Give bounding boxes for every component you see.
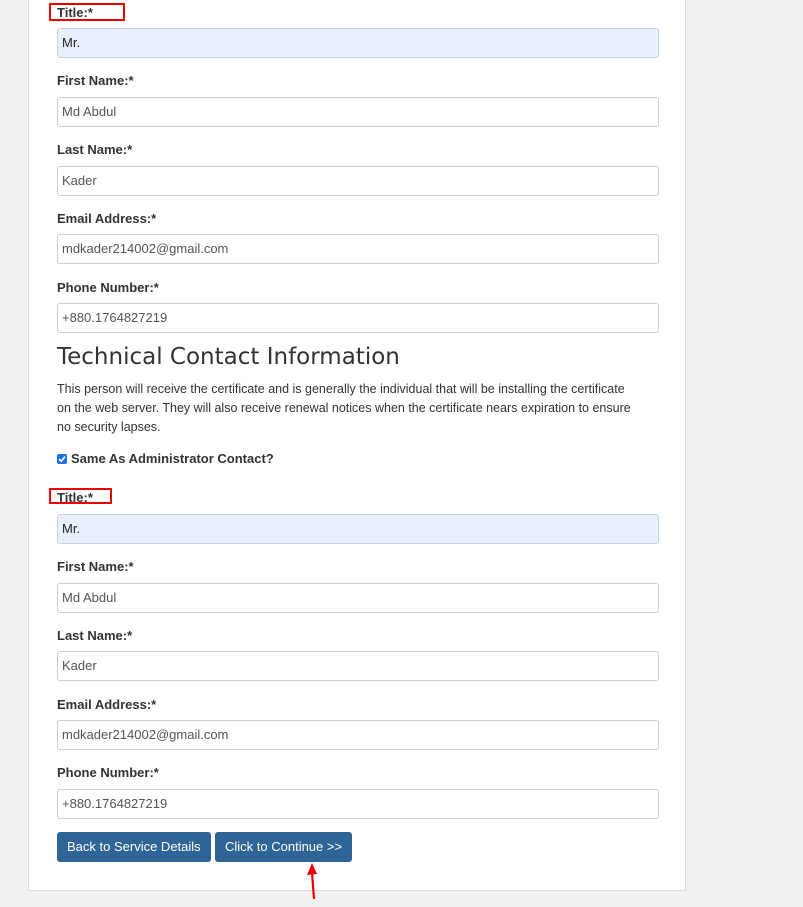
tech-phone-label: Phone Number:* [57, 765, 159, 780]
tech-last-name-label: Last Name:* [57, 628, 133, 643]
tech-email-label: Email Address:* [57, 697, 157, 712]
technical-contact-heading: Technical Contact Information [57, 344, 400, 370]
annotation-highlight-box [49, 3, 125, 21]
check-icon [58, 455, 66, 463]
admin-email-input[interactable]: mdkader214002@gmail.com [57, 234, 659, 264]
tech-first-name-label: First Name:* [57, 559, 134, 574]
admin-title-label: Title:* [57, 5, 93, 20]
admin-first-name-input[interactable]: Md Abdul [57, 97, 659, 127]
tech-title-select[interactable]: Mr. [57, 514, 659, 544]
admin-phone-input[interactable]: +880.1764827219 [57, 303, 659, 333]
form-panel [28, 0, 686, 891]
admin-first-name-label: First Name:* [57, 73, 134, 88]
annotation-highlight-box [49, 488, 112, 504]
tech-email-input[interactable]: mdkader214002@gmail.com [57, 720, 659, 750]
admin-last-name-input[interactable]: Kader [57, 166, 659, 196]
admin-title-select[interactable]: Mr. [57, 28, 659, 58]
technical-contact-description: This person will receive the certificate and is generally the individual that will be installing the certificate on the web server. They will also receive renewal notices when the certificate nears expiration to ensure no security lapses. [57, 382, 631, 434]
tech-title-label: Title:* [57, 490, 93, 505]
back-to-service-details-button[interactable]: Back to Service Details [57, 832, 211, 862]
continue-button[interactable]: Click to Continue >> [215, 832, 352, 862]
same-as-admin-label[interactable]: Same As Administrator Contact? [71, 451, 274, 466]
tech-phone-input[interactable]: +880.1764827219 [57, 789, 659, 819]
annotation-arrow-icon [303, 862, 323, 902]
tech-last-name-input[interactable]: Kader [57, 651, 659, 681]
admin-phone-label: Phone Number:* [57, 280, 159, 295]
tech-first-name-input[interactable]: Md Abdul [57, 583, 659, 613]
admin-email-label: Email Address:* [57, 211, 157, 226]
admin-last-name-label: Last Name:* [57, 142, 133, 157]
same-as-admin-checkbox[interactable] [57, 454, 67, 464]
